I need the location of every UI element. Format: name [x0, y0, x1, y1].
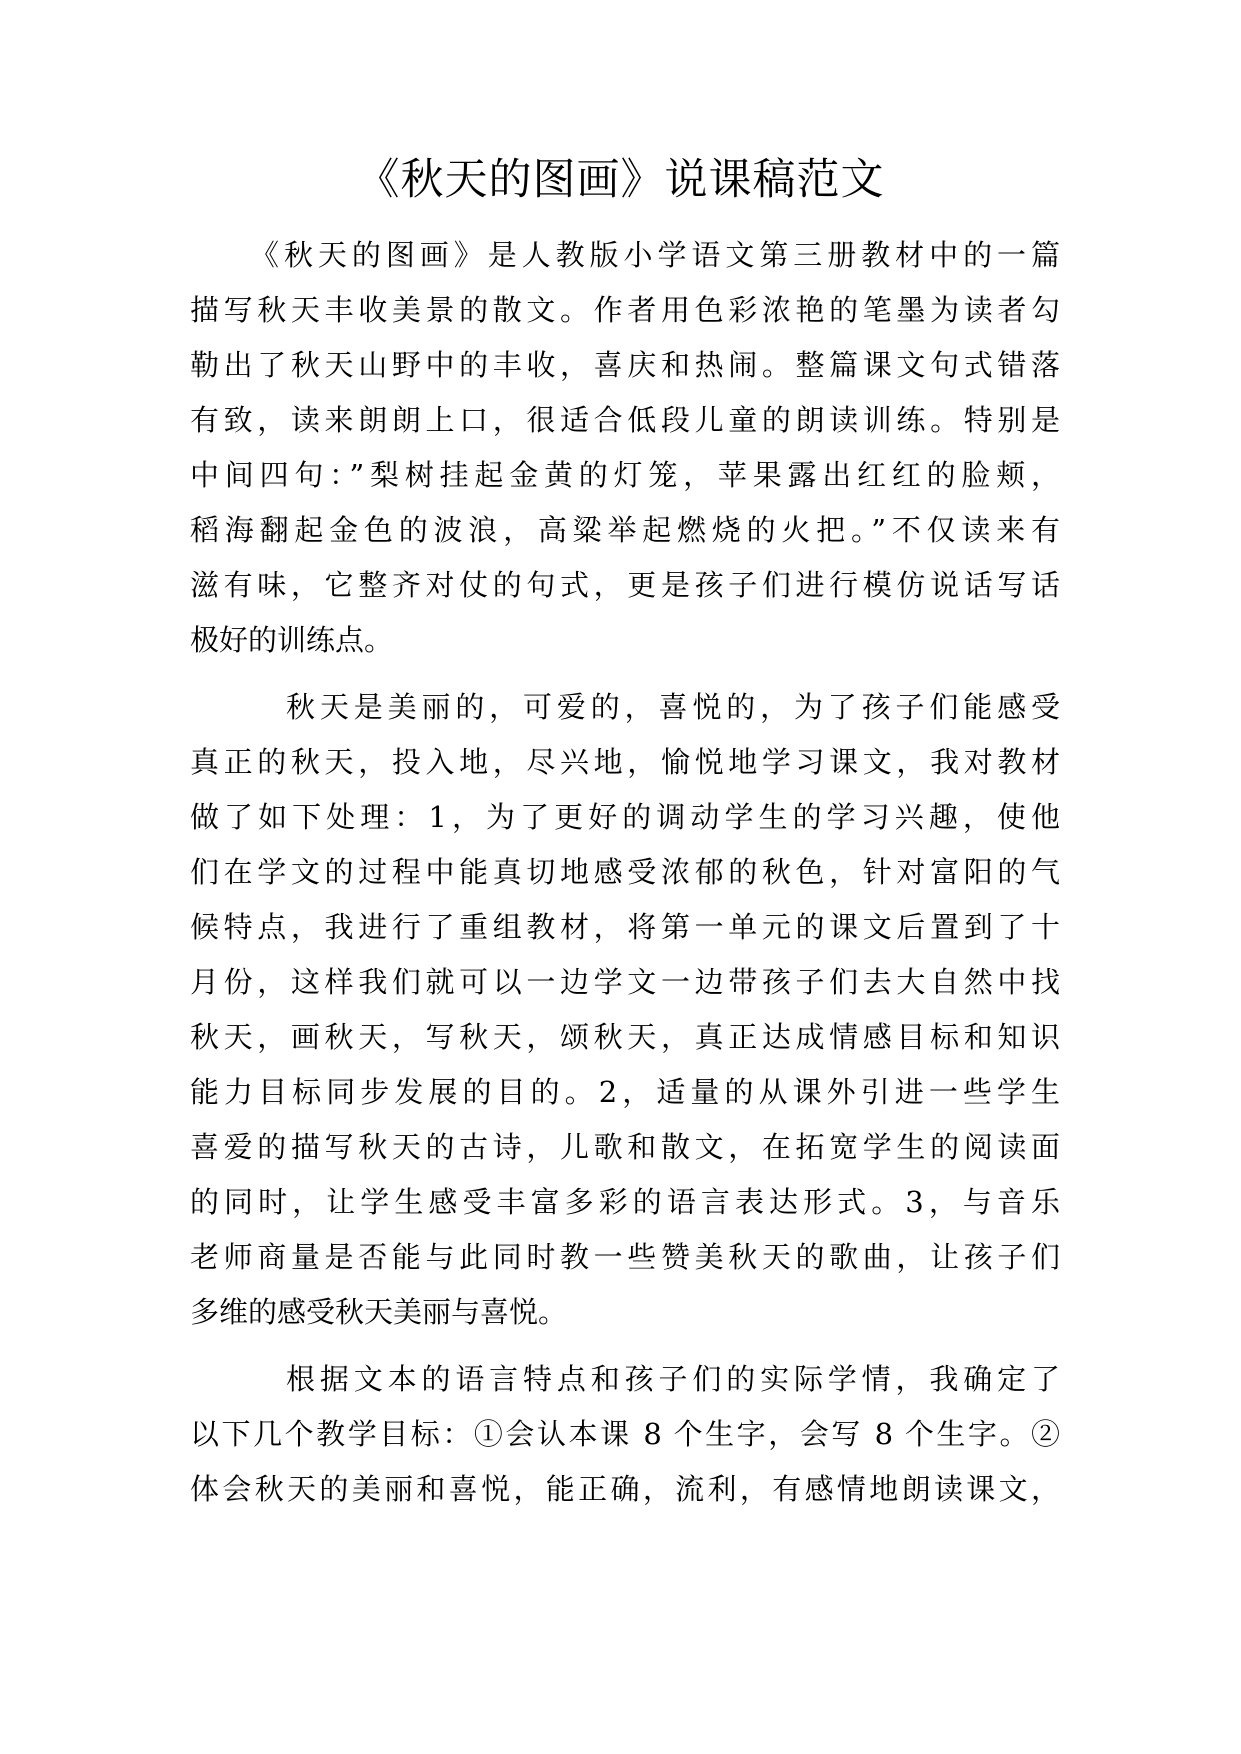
- text-line: 根据文本的语言特点和孩子们的实际学情，我确定了: [286, 1362, 1060, 1396]
- text-line: 滋有味，它整齐对仗的句式，更是孩子们进行模仿说话写话: [190, 568, 1060, 602]
- text-line: 多维的感受秋天美丽与喜悦。: [190, 1295, 568, 1329]
- paragraph-3: [190, 1352, 1060, 1517]
- text-line: 秋天，画秋天，写秋天，颂秋天，真正达成情感目标和知识: [190, 1020, 1060, 1054]
- text-line: 中间四句：”梨树挂起金黄的灯笼，苹果露出红红的脸颊，: [190, 458, 1060, 492]
- text-line: 《秋天的图画》是人教版小学语文第三册教材中的一篇: [250, 238, 1060, 272]
- text-line: 以下几个教学目标：①会认本课 8 个生字，会写 8 个生字。②: [190, 1417, 1060, 1451]
- paragraph-1: [190, 228, 1060, 668]
- text-line: 秋天是美丽的，可爱的，喜悦的，为了孩子们能感受: [286, 690, 1060, 724]
- text-line: 的同时，让学生感受丰富多彩的语言表达形式。3，与音乐: [190, 1185, 1060, 1219]
- text-line: 喜爱的描写秋天的古诗，儿歌和散文，在拓宽学生的阅读面: [190, 1130, 1060, 1164]
- text-line: 体会秋天的美丽和喜悦，能正确，流利，有感情地朗读课文，: [190, 1472, 1060, 1506]
- text-line: 勒出了秋天山野中的丰收，喜庆和热闹。整篇课文句式错落: [190, 348, 1060, 382]
- text-line: 候特点，我进行了重组教材，将第一单元的课文后置到了十: [190, 910, 1060, 944]
- text-line: 有致，读来朗朗上口，很适合低段儿童的朗读训练。特别是: [190, 403, 1060, 437]
- text-line: 稻海翻起金色的波浪，高粱举起燃烧的火把。”不仅读来有: [190, 513, 1060, 547]
- document-title: 《秋天的图画》说课稿范文: [356, 155, 885, 205]
- text-line: 能力目标同步发展的目的。2，适量的从课外引进一些学生: [190, 1075, 1060, 1109]
- text-line: 月份，这样我们就可以一边学文一边带孩子们去大自然中找: [190, 965, 1060, 999]
- text-line: 老师商量是否能与此同时教一些赞美秋天的歌曲，让孩子们: [190, 1240, 1060, 1274]
- text-line: 描写秋天丰收美景的散文。作者用色彩浓艳的笔墨为读者勾: [190, 293, 1060, 327]
- text-line: 极好的训练点。: [190, 623, 394, 657]
- paragraph-2: [190, 680, 1060, 1340]
- text-line: 真正的秋天，投入地，尽兴地，愉悦地学习课文，我对教材: [190, 745, 1060, 779]
- document-body: [190, 228, 1060, 1517]
- text-line: 们在学文的过程中能真切地感受浓郁的秋色，针对富阳的气: [190, 855, 1060, 889]
- text-line: 做了如下处理：1，为了更好的调动学生的学习兴趣，使他: [190, 800, 1060, 834]
